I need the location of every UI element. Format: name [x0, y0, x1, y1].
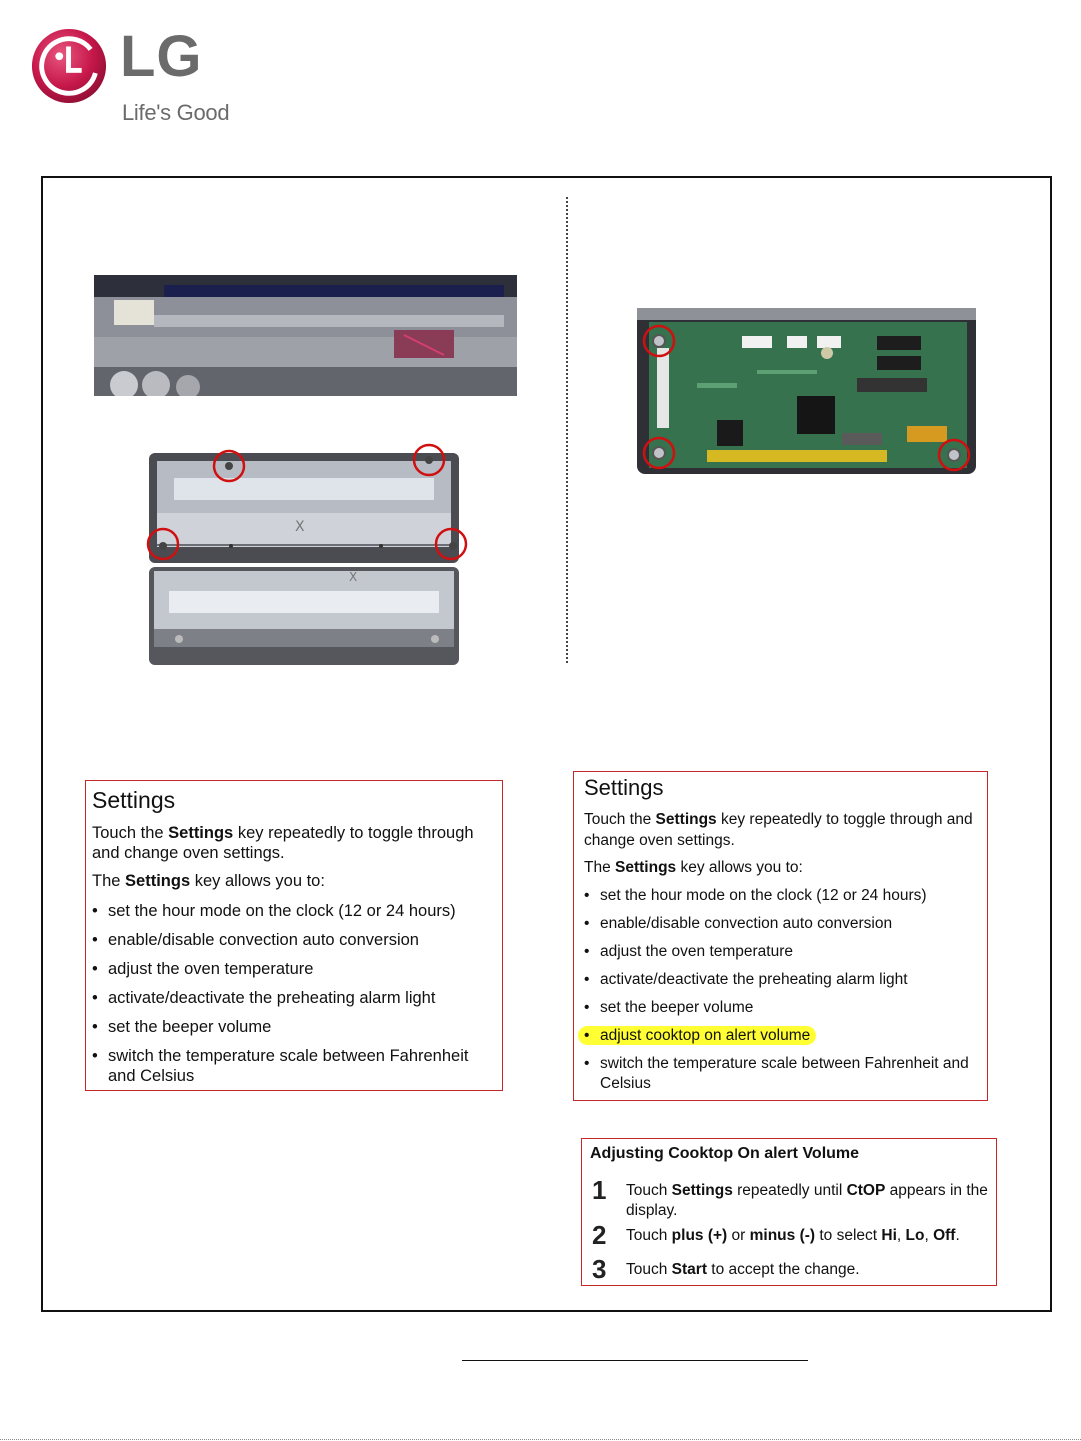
settings-intro: Touch the Settings key repeatedly to toggle through and change oven settings.	[584, 811, 973, 849]
settings-title: Settings	[584, 775, 664, 800]
list-item: • set the beeper volume	[108, 1017, 498, 1037]
list-item: • enable/disable convection auto conversion	[108, 930, 498, 950]
settings-title: Settings	[92, 787, 176, 813]
list-item: • set the beeper volume	[600, 998, 983, 1018]
list-item: • activate/deactivate the preheating alarm light	[600, 970, 983, 990]
settings-list	[92, 901, 498, 1086]
highlight: adjust cooktop on alert volume	[578, 1026, 816, 1045]
list-item: • switch the temperature scale between Fahrenheit and Celsius	[600, 1054, 983, 1094]
list-item: • enable/disable convection auto conversion	[600, 914, 983, 934]
list-item: • adjust the oven temperature	[600, 942, 983, 962]
list-item: • set the hour mode on the clock (12 or 24 hours)	[108, 901, 498, 921]
highlighted-list-item	[600, 1026, 983, 1046]
settings-box-new	[573, 771, 988, 1101]
step-number: 2	[592, 1220, 607, 1250]
settings-allows: The Settings key allows you to:	[92, 872, 325, 890]
footer-rule	[462, 1360, 808, 1361]
screw-markers	[140, 440, 470, 565]
brand-name: LG	[120, 24, 203, 89]
step-number: 1	[592, 1175, 607, 1205]
settings-box-old	[85, 780, 503, 1091]
step-text: Touch Start to accept the change.	[626, 1261, 860, 1278]
adjust-title: Adjusting Cooktop On alert Volume	[590, 1145, 860, 1162]
brand-tagline: Life's Good	[122, 100, 230, 125]
settings-intro: Touch the Settings key repeatedly to toggle through and change oven settings.	[92, 824, 474, 862]
step-number: 3	[592, 1254, 607, 1284]
oven-panel-photo	[94, 275, 517, 396]
svg-text:X: X	[349, 570, 358, 584]
settings-allows: The Settings key allows you to:	[584, 859, 803, 876]
settings-list	[584, 886, 983, 1094]
list-item: • switch the temperature scale between Fahrenheit and Celsius	[108, 1046, 498, 1086]
list-item: • adjust the oven temperature	[108, 959, 498, 979]
svg-text:X: X	[295, 519, 305, 535]
list-item: • set the hour mode on the clock (12 or 24 hours)	[600, 886, 983, 906]
step-text: Touch Settings repeatedly until CtOP appears in the display.	[626, 1182, 988, 1219]
list-item: • activate/deactivate the preheating alarm light	[108, 988, 498, 1008]
page-bottom-rule	[0, 1439, 1081, 1440]
board-screw-markers	[637, 308, 976, 474]
adjust-cooktop-alert-box	[581, 1138, 997, 1286]
step-text: Touch plus (+) or minus (-) to select Hi, Lo, Off.	[626, 1227, 960, 1244]
column-divider	[566, 197, 568, 663]
lg-logo-mark	[30, 27, 108, 105]
